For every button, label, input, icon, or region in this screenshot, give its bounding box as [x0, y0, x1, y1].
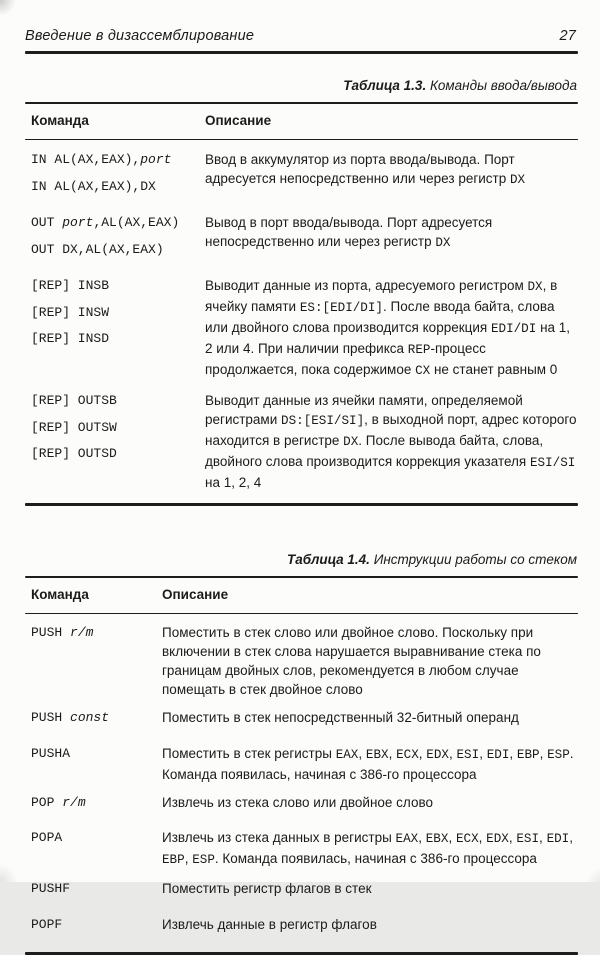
table-row — [25, 140, 578, 203]
code-fragment: EAX — [335, 747, 359, 762]
code-fragment: ES:[EDI/DI] — [299, 301, 383, 316]
code-fragment: CX — [415, 364, 431, 379]
command-cell — [25, 879, 162, 906]
command-text: PUSH const — [31, 710, 110, 726]
table-row — [25, 203, 578, 266]
column-header-description: Описание — [162, 586, 229, 602]
code-fragment: EDI — [546, 832, 570, 847]
command-cell — [25, 708, 162, 735]
command-text: PUSHA — [31, 745, 71, 761]
code-fragment: EDX — [486, 832, 509, 847]
table-row — [25, 735, 578, 784]
code-fragment: EBX — [365, 747, 389, 762]
code-fragment: ESP — [192, 853, 215, 868]
command-text: [REP] INSW — [31, 304, 110, 320]
code-fragment: ESP — [547, 747, 570, 762]
table-row — [25, 699, 578, 735]
code-fragment: ESI — [456, 747, 480, 762]
description-cell: Извлечь данные в регистр флагов — [162, 916, 377, 932]
table-row — [25, 381, 578, 492]
code-fragment: EDI/DI — [490, 322, 537, 337]
running-header-title: Введение в дизассемблирование — [25, 28, 255, 44]
table-row — [25, 870, 578, 906]
table-body — [25, 140, 578, 492]
table-row — [25, 784, 578, 820]
table-rule-bottom — [25, 503, 578, 505]
table-caption-title: Инструкции работы со стеком — [369, 551, 577, 567]
table-header-row — [25, 578, 578, 613]
command-text: [REP] INSD — [31, 331, 110, 347]
command-text: PUSH r/m — [31, 625, 94, 641]
code-fragment: EBX — [425, 832, 449, 847]
table-io-commands — [25, 78, 578, 506]
command-text: [REP] OUTSW — [31, 419, 117, 435]
description-cell: Вывод в порт ввода/вывода. Порт адресуется непосредственно или через регистр DX — [205, 215, 493, 251]
command-cell — [25, 150, 205, 203]
table-caption — [25, 552, 577, 567]
command-text: [REP] OUTSD — [31, 446, 117, 462]
table-caption-label: Таблица 1.4. — [287, 551, 370, 567]
code-fragment: ESI — [516, 832, 540, 847]
table-caption-label: Таблица 1.3. — [343, 77, 427, 93]
description-cell: Извлечь из стека данных в регистры EAX, EBX, ECX, EDX, ESI, EDI, EBP, ESP. Команда появилась, начиная с 386-го процессора — [162, 830, 574, 868]
table-stack-instructions — [25, 552, 578, 955]
code-fragment: EBP — [516, 747, 540, 762]
code-fragment: ECX — [396, 747, 419, 762]
description-cell: Ввод в аккумулятор из порта ввода/вывода. Порт адресуется непосредственно или через регистр DX — [205, 152, 526, 188]
table-caption-title: Команды ввода/вывода — [426, 77, 577, 93]
code-fragment: EDX — [426, 747, 449, 762]
operand-placeholder: const — [70, 710, 110, 726]
column-header-command: Команда — [31, 586, 89, 602]
header-rule — [25, 51, 578, 54]
page-number: 27 — [559, 28, 576, 44]
operand-placeholder: port — [62, 215, 94, 231]
table-header-row — [25, 104, 578, 139]
table-row — [25, 819, 578, 870]
description-cell: Поместить в стек непосредственный 32-битный операнд — [162, 710, 519, 726]
code-fragment: EDI — [486, 747, 510, 762]
command-cell — [25, 623, 162, 699]
table-body — [25, 614, 578, 941]
command-text: IN AL(AX,EAX),DX — [31, 178, 156, 194]
command-text: POPF — [31, 916, 63, 932]
command-text: PUSHF — [31, 881, 71, 897]
command-text: POPA — [31, 830, 63, 846]
command-text: OUT port,AL(AX,EAX) — [31, 215, 180, 231]
command-cell — [25, 915, 162, 942]
command-cell — [25, 828, 162, 870]
table-row — [25, 614, 578, 699]
command-cell — [25, 276, 205, 381]
command-text: [REP] OUTSB — [31, 393, 117, 409]
command-text: POP r/m — [31, 794, 86, 810]
table-caption — [25, 78, 577, 93]
command-text: [REP] INSB — [31, 278, 110, 294]
code-fragment: REP — [407, 343, 431, 358]
operand-placeholder: port — [140, 152, 172, 168]
column-header-command: Команда — [31, 112, 89, 128]
description-cell: Выводит данные из ячейки памяти, определяемой регистрами DS:[ESI/SI], в выходной порт, адрес которого находится в регистре DX. После вывода байта, слова, двойного слова производится коррекция указателя ESI/SI на 1, 2, 4 — [205, 393, 577, 491]
description-cell: Извлечь из стека слово или двойное слово — [162, 794, 434, 810]
command-cell — [25, 391, 205, 492]
command-text: IN AL(AX,EAX),port — [31, 152, 172, 168]
command-cell — [25, 793, 162, 820]
running-header — [25, 28, 578, 51]
command-cell — [25, 213, 205, 266]
code-fragment: DX — [510, 173, 526, 188]
code-fragment: ESI/SI — [529, 456, 576, 471]
code-fragment: DX — [343, 435, 359, 450]
table-row — [25, 906, 578, 942]
code-fragment: EAX — [395, 832, 419, 847]
operand-placeholder: r/m — [62, 794, 86, 810]
command-cell — [25, 744, 162, 784]
code-fragment: ECX — [455, 832, 479, 847]
code-fragment: EBP — [162, 853, 185, 868]
column-header-description: Описание — [205, 112, 272, 128]
code-fragment: DX — [527, 280, 543, 295]
description-cell: Выводит данные из порта, адресуемого регистром DX, в ячейку памяти ES:[EDI/DI]. После ввода байта, слова или двойного слова производится коррекция EDI/DI на 1, 2 или 4. При наличии префикса REP-процесс продолжается, пока содержимое CX не станет равным 0 — [205, 278, 571, 379]
code-fragment: DS:[ESI/SI] — [281, 414, 365, 429]
description-cell: Поместить в стек слово или двойное слово. Поскольку при включении в стек слова нарушается выравнивание стека по границам двойных слов, рекомендуется в любом случае помещать в стек двойное слово — [162, 625, 541, 698]
description-cell: Поместить регистр флагов в стек — [162, 881, 372, 897]
operand-placeholder: r/m — [70, 625, 94, 641]
command-text: OUT DX,AL(AX,EAX) — [31, 241, 164, 257]
table-row — [25, 266, 578, 381]
description-cell: Поместить в стек регистры EAX, EBX, ECX, EDX, ESI, EDI, EBP, ESP. Команда появилась, начиная с 386-го процессора — [162, 745, 574, 782]
code-fragment: DX — [435, 236, 451, 251]
